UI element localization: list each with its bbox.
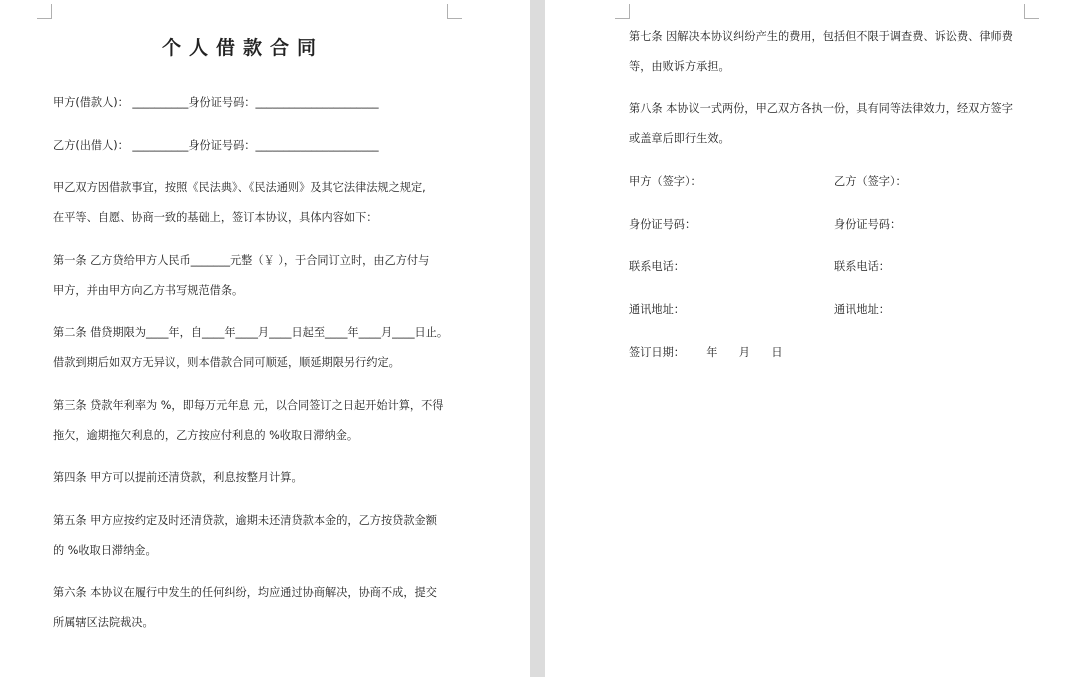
article-3-line-2: 拖欠，逾期拖欠利息的，乙方按应付利息的 %收取日滞纳金。 — [53, 429, 359, 442]
document-page-right[interactable] — [545, 0, 1080, 677]
article-1-line-2: 甲方，并由甲方向乙方书写规范借条。 — [53, 284, 244, 297]
party-b-line: 乙方(出借人)： __________身份证号码：______________________ — [53, 139, 379, 152]
article-5-line-2: 的 %收取日滞纳金。 — [53, 544, 157, 557]
document-page-left[interactable] — [0, 0, 530, 677]
article-4-line-1: 第四条 甲方可以提前还清贷款，利息按整月计算。 — [53, 471, 303, 484]
party-b-signature-label: 乙方（签字）： — [834, 175, 907, 188]
article-8-line-1: 第八条 本协议一式两份，甲乙双方各执一份，具有同等法律效力，经双方签字 — [629, 102, 1013, 115]
party-a-signature-label: 甲方（签字）： — [629, 175, 702, 188]
preamble-line-2: 在平等、自愿、协商一致的基础上，签订本协议，具体内容如下： — [53, 211, 378, 224]
page-margin-mark — [615, 4, 630, 19]
party-a-address-label: 通讯地址： — [629, 303, 685, 316]
article-8-line-2: 或盖章后即行生效。 — [629, 132, 730, 145]
article-2-line-1: 第二条 借贷期限为____年，自____年____月____日起至____年____月____日止。 — [53, 326, 449, 339]
article-7-line-2: 等，由败诉方承担。 — [629, 60, 730, 73]
article-5-line-1: 第五条 甲方应按约定及时还清贷款，逾期未还清贷款本金的，乙方按贷款金额 — [53, 514, 437, 527]
party-b-address-label: 通讯地址： — [834, 303, 890, 316]
party-a-phone-label: 联系电话： — [629, 260, 685, 273]
article-6-line-2: 所属辖区法院裁决。 — [53, 616, 154, 629]
article-7-line-1: 第七条 因解决本协议纠纷产生的费用，包括但不限于调查费、诉讼费、律师费 — [629, 30, 1013, 43]
party-a-id-label: 身份证号码： — [629, 218, 697, 231]
document-title: 个人借款合同 — [162, 37, 325, 59]
article-2-line-2: 借款到期后如双方无异议，则本借款合同可顺延，顺延期限另行约定。 — [53, 356, 400, 369]
page-margin-mark — [37, 4, 52, 19]
party-a-line: 甲方(借款人)： __________身份证号码：______________________ — [53, 96, 379, 109]
page-margin-mark — [1024, 4, 1039, 19]
preamble-line-1: 甲乙双方因借款事宜，按照《民法典》、《民法通则》及其它法律法规之规定, — [53, 181, 426, 194]
article-6-line-1: 第六条 本协议在履行中发生的任何纠纷，均应通过协商解决，协商不成，提交 — [53, 586, 437, 599]
party-b-id-label: 身份证号码： — [834, 218, 902, 231]
page-margin-mark — [447, 4, 462, 19]
article-3-line-1: 第三条 贷款年利率为 %，即每万元年息 元，以合同签订之日起开始计算，不得 — [53, 399, 444, 412]
article-1-line-1: 第一条 乙方贷给甲方人民币_______元整（￥ ），于合同订立时，由乙方付与 — [53, 254, 430, 267]
sign-date-label: 签订日期： 年 月 日 — [629, 346, 783, 359]
party-b-phone-label: 联系电话： — [834, 260, 890, 273]
